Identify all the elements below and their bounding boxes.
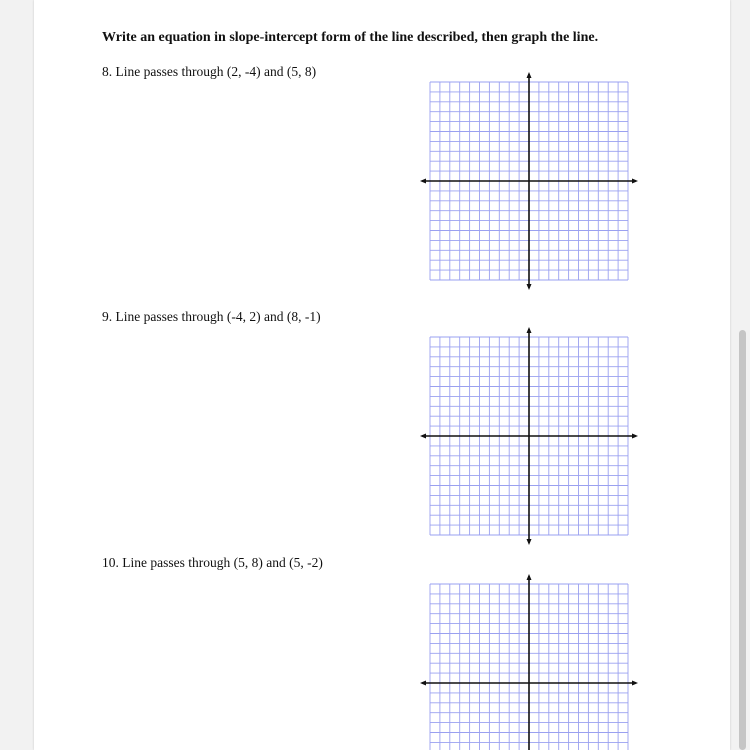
x-axis-left-arrow-icon bbox=[420, 179, 426, 184]
x-axis-left-arrow-icon bbox=[420, 681, 426, 686]
x-axis-right-arrow-icon bbox=[632, 434, 638, 439]
coordinate-grid-8[interactable] bbox=[420, 72, 642, 290]
y-axis-up-arrow-icon bbox=[527, 327, 532, 333]
coordinate-grid-10[interactable] bbox=[420, 574, 642, 750]
instructions-heading: Write an equation in slope-intercept form of the line described, then graph the line. bbox=[102, 30, 599, 45]
y-axis-up-arrow-icon bbox=[527, 72, 532, 78]
scrollbar-thumb[interactable] bbox=[739, 330, 746, 750]
y-axis-down-arrow-icon bbox=[527, 284, 532, 290]
problem-9-label: 9. Line passes through (-4, 2) and (8, -1) bbox=[102, 309, 321, 324]
coordinate-grid-9[interactable] bbox=[420, 327, 642, 545]
problem-10-label: 10. Line passes through (5, 8) and (5, -2) bbox=[102, 555, 323, 570]
y-axis-down-arrow-icon bbox=[527, 539, 532, 545]
x-axis-right-arrow-icon bbox=[632, 179, 638, 184]
y-axis-up-arrow-icon bbox=[527, 574, 532, 580]
problem-8-label: 8. Line passes through (2, -4) and (5, 8) bbox=[102, 64, 317, 79]
worksheet-page bbox=[34, 0, 730, 750]
x-axis-right-arrow-icon bbox=[632, 681, 638, 686]
x-axis-left-arrow-icon bbox=[420, 434, 426, 439]
vertical-scrollbar[interactable] bbox=[736, 0, 750, 750]
